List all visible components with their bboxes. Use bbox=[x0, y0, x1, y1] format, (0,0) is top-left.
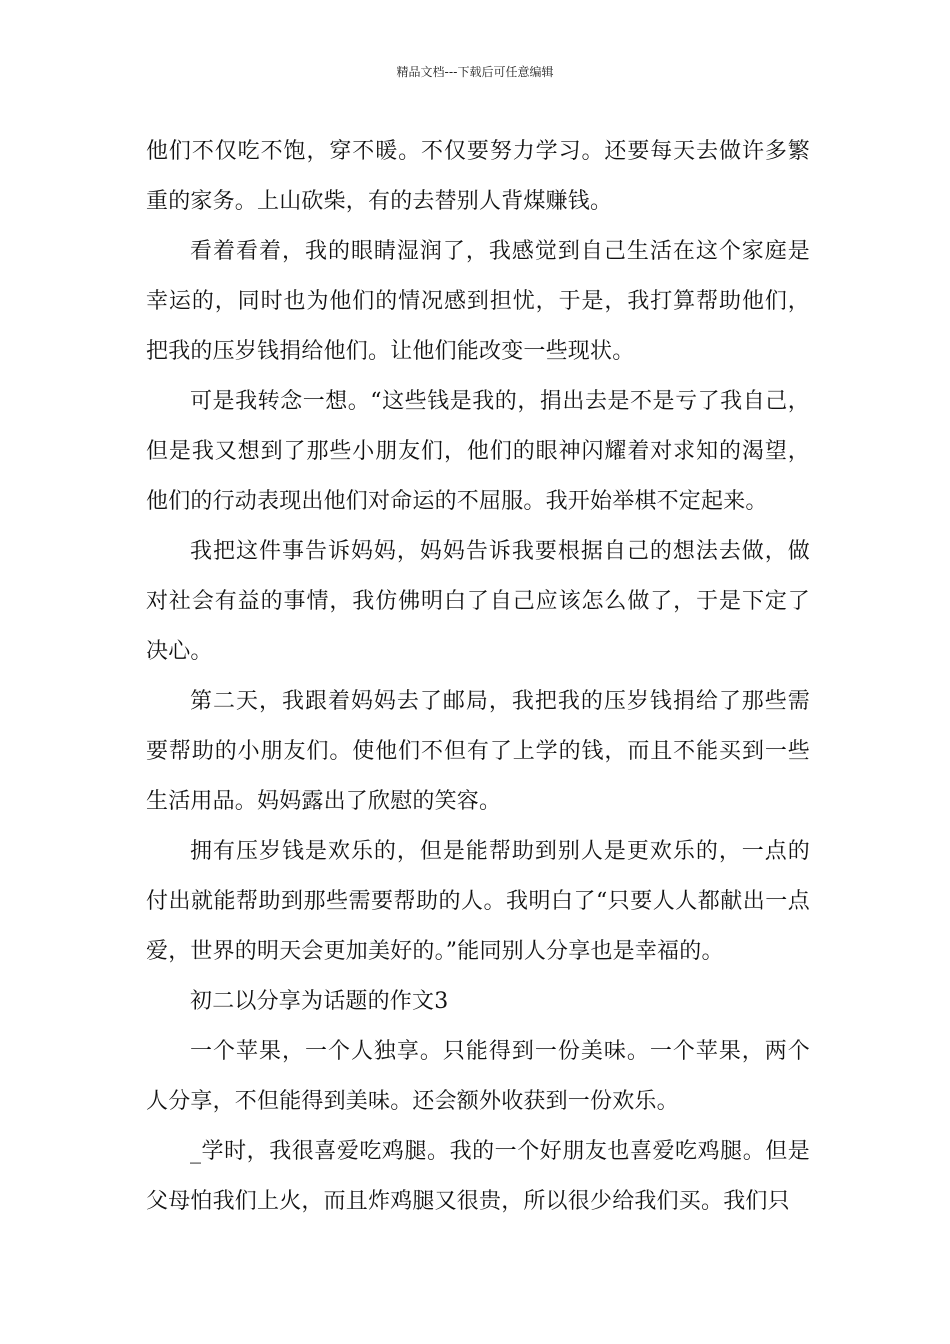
page-header: 精品文档---下载后可任意编辑 bbox=[396, 65, 554, 79]
section-heading: 初二以分享为话题的作文3 bbox=[190, 989, 449, 1014]
paragraph-4: 我把这件事告诉妈妈，妈妈告诉我要根据自己的想法去做，做对社会有益的事情，我仿佛明白了自己应该怎么做了，于是下定了决心。 bbox=[146, 539, 810, 664]
paragraph-2: 看着看着，我的眼睛湿润了，我感觉到自己生活在这个家庭是幸运的，同时也为他们的情况感到担忧，于是，我打算帮助他们，把我的压岁钱捐给他们。让他们能改变一些现状。 bbox=[146, 239, 810, 364]
paragraph-1: 他们不仅吃不饱，穿不暖。不仅要努力学习。还要每天去做许多繁重的家务。上山砍柴，有的去替别人背煤赚钱。 bbox=[146, 139, 810, 214]
document-body bbox=[146, 127, 810, 1227]
paragraph-7: 一个苹果，一个人独享。只能得到一份美味。一个苹果，两个人分享，不但能得到美味。还会额外收获到一份欢乐。 bbox=[146, 1039, 810, 1114]
paragraph-5: 第二天，我跟着妈妈去了邮局，我把我的压岁钱捐给了那些需要帮助的小朋友们。使他们不但有了上学的钱，而且不能买到一些生活用品。妈妈露出了欣慰的笑容。 bbox=[146, 689, 810, 814]
paragraph-3: 可是我转念一想。“这些钱是我的，捐出去是不是亏了我自己，但是我又想到了那些小朋友们，他们的眼神闪耀着对求知的渴望，他们的行动表现出他们对命运的不屈服。我开始举棋不定起来。 bbox=[146, 389, 810, 514]
paragraph-8: _学时，我很喜爱吃鸡腿。我的一个好朋友也喜爱吃鸡腿。但是父母怕我们上火，而且炸鸡腿又很贵，所以很少给我们买。我们只 bbox=[146, 1139, 810, 1214]
paragraph-6: 拥有压岁钱是欢乐的，但是能帮助到别人是更欢乐的，一点的付出就能帮助到那些需要帮助的人。我明白了“只要人人都献出一点爱，世界的明天会更加美好的。”能同别人分享也是幸福的。 bbox=[146, 839, 810, 964]
